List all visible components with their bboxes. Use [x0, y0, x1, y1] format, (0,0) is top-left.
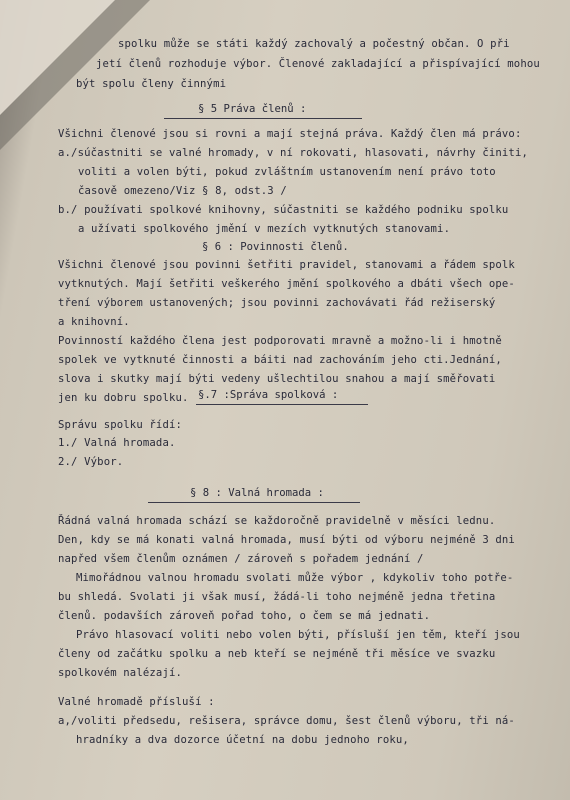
text-line: Právo hlasovací voliti nebo volen býti, přísluší jen těm, kteří jsou: [76, 629, 520, 641]
text-line: hradníky a dva dozorce účetní na dobu jednoho roku,: [76, 734, 409, 746]
text-line: jetí členů rozhoduje výbor. Členové zakladající a přispívající mohou: [96, 58, 540, 70]
text-line: Den, kdy se má konati valná hromada, musí býti od výboru nejméně 3 dni: [58, 534, 515, 546]
section-heading-5: § 5 Práva členů :: [198, 103, 307, 115]
text-line: Mimořádnou valnou hromadu svolati může výbor , kdykoliv toho potře-: [76, 572, 514, 584]
text-line: Správu spolku řídí:: [58, 419, 183, 431]
section-heading-6: § 6 : Povinnosti členů.: [202, 241, 349, 253]
text-line: tření výborem ustanovených; jsou povinni zachovávati řád režiserský: [58, 297, 496, 309]
text-line: spolek ve vytknuté činnosti a báiti nad zachováním jeho cti.Jednání,: [58, 354, 502, 366]
heading-underline: [164, 118, 362, 119]
text-line: časově omezeno/Viz § 8, odst.3 /: [78, 185, 287, 197]
text-line: členů. podavších zároveň pořad toho, o čem se má jednati.: [58, 610, 431, 622]
text-line: Řádná valná hromada schází se každoročně pravidelně v měsíci lednu.: [58, 515, 496, 527]
text-line: slova i skutky mají býti vedeny ušlechtilou snahou a mají směřovati: [58, 373, 496, 385]
text-line: bu shledá. Svolati ji však musí, žádá-li toho nejméně jedna třetina: [58, 591, 496, 603]
section-heading-8: § 8 : Valná hromada :: [190, 487, 324, 499]
text-line: vytknutých. Mají šetřiti veškerého jmění spolkového a dbáti všech ope-: [58, 278, 515, 290]
section-heading-7: §.7 :Správa spolková :: [198, 389, 339, 401]
text-line: b./ používati spolkové knihovny, súčastniti se každého podniku spolku: [58, 204, 509, 216]
text-line: a užívati spolkového jmění v mezích vytknutých stanovami.: [78, 223, 451, 235]
heading-underline: [196, 404, 368, 405]
text-line: spolku může se státi každý zachovalý a počestný občan. O při: [118, 38, 510, 50]
text-line: a,/voliti předsedu, rešisera, správce domu, šest členů výboru, tři ná-: [58, 715, 515, 727]
text-line: napřed všem členům oznámen / zároveň s pořadem jednání /: [58, 553, 424, 565]
heading-underline: [148, 502, 360, 503]
text-line: být spolu členy činnými: [76, 78, 227, 90]
text-line: Povinností každého člena jest podporovati mravně a možno-li i hmotně: [58, 335, 502, 347]
text-line: Všichni členové jsou povinni šetřiti pravidel, stanovami a řádem spolk: [58, 259, 515, 271]
text-line: 2./ Výbor.: [58, 456, 124, 468]
text-line: členy od začátku spolku a neb kteří se nejméně tři měsíce ve svazku: [58, 648, 496, 660]
text-line: a./súčastniti se valné hromady, v ní rokovati, hlasovati, návrhy činiti,: [58, 147, 529, 159]
text-line: Všichni členové jsou si rovni a mají stejná práva. Každý člen má právo:: [58, 128, 522, 140]
text-line: a knihovní.: [58, 316, 130, 328]
text-line: voliti a volen býti, pokud zvláštním ustanovením není právo toto: [78, 166, 496, 178]
text-line: spolkovém nalézají.: [58, 667, 183, 679]
text-line: 1./ Valná hromada.: [58, 437, 176, 449]
text-line: jen ku dobru spolku.: [58, 392, 189, 404]
text-line: Valné hromadě přísluší :: [58, 696, 215, 708]
